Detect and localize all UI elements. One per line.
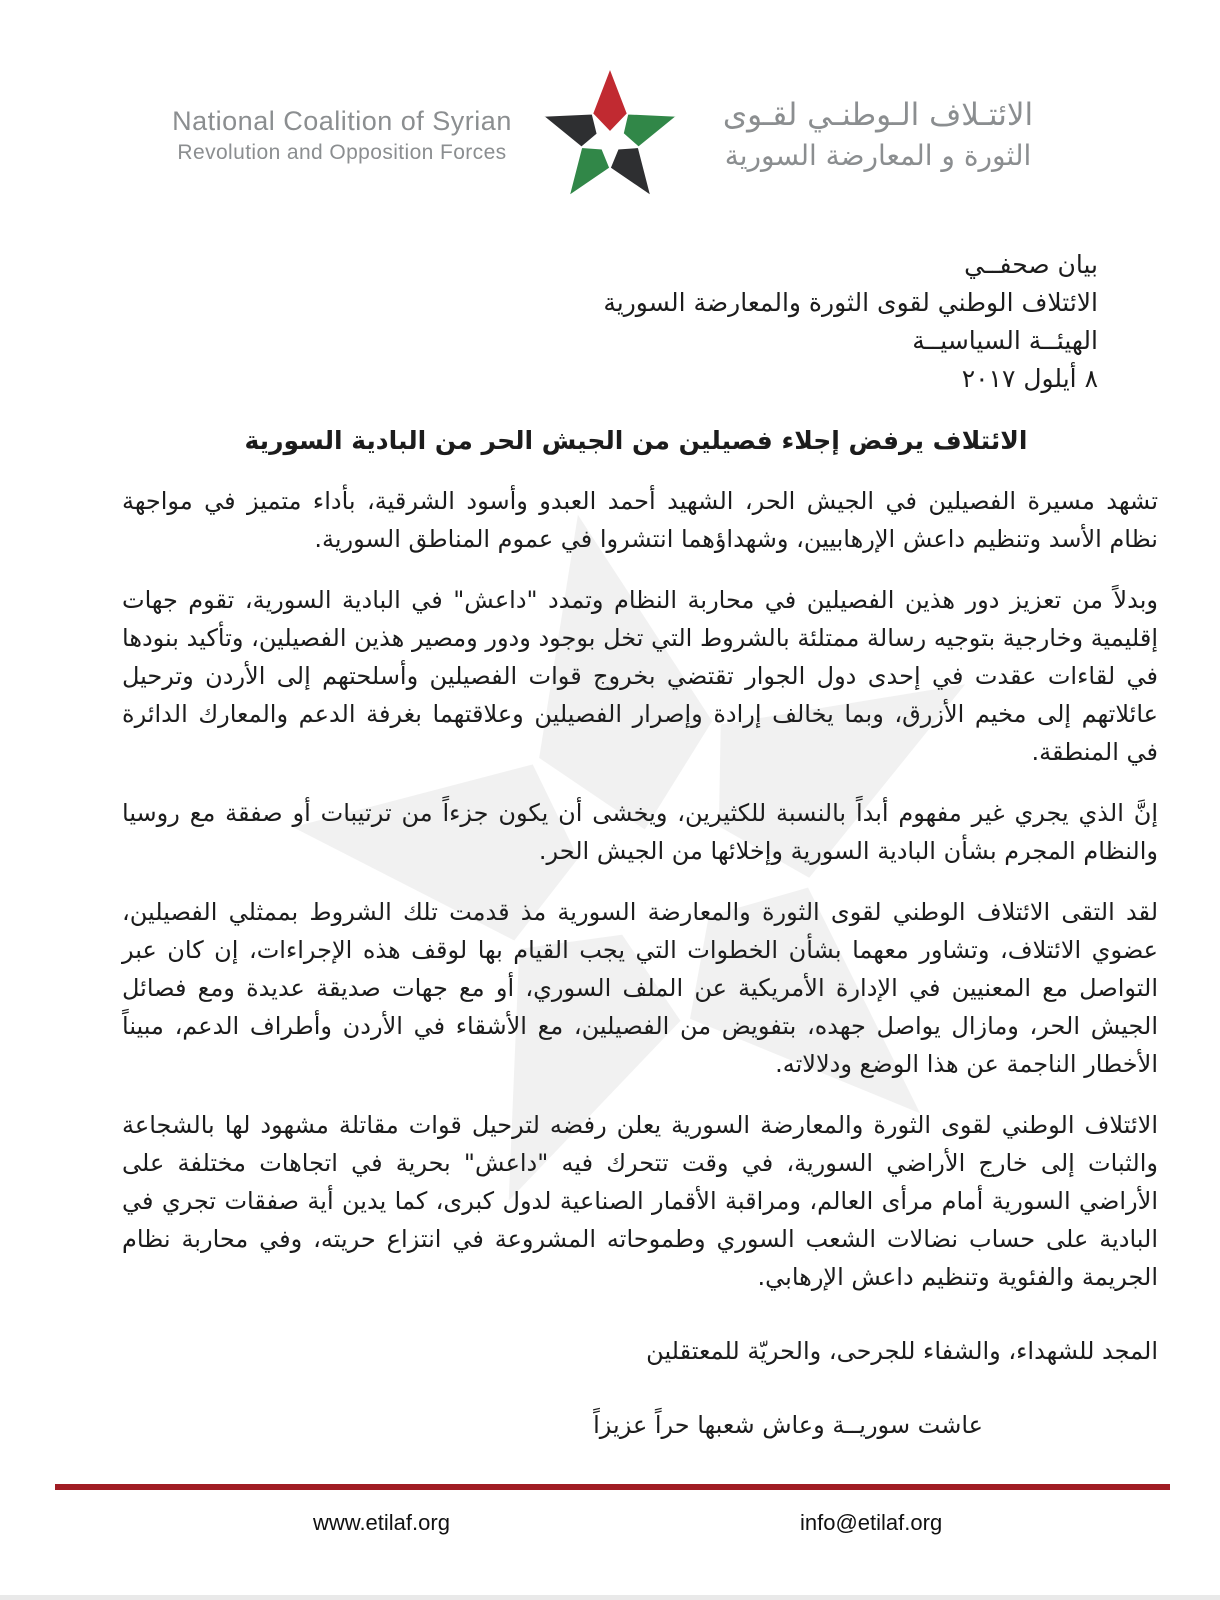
date-line: ٨ أيلول ٢٠١٧: [961, 364, 1098, 393]
paragraph-2: وبدلاً من تعزيز دور هذين الفصيلين في محاربة النظام وتمدد "داعش" في البادية السورية، تقوم جهات إقليمية وخارجية بتوجيه رسالة ممتلئة بالشروط التي تخل بوجود ودور ومصير هذين الفصيلين، وتأكيد بنودها في لقاءات عقدت في إحدى دول الجوار تقتضي بخروج قوات الفصيلين وأسلحتهم إلى الأردن وترحيل عائلاتهم إلى مخيم الأزرق، وبما يخالف إرادة وإصرار الفصيلين وعلاقتهما بغرفة الدعم والمعارك الدائرة في المنطقة.: [122, 586, 1158, 766]
closing-line-glory: المجد للشهداء، والشفاء للجرحى، والحريّة للمعتقلين: [646, 1337, 1158, 1365]
logo-english-line2: Revolution and Opposition Forces: [177, 140, 507, 164]
issuing-body-line: الهيئــة السياسيــة: [912, 326, 1098, 355]
paragraph-3: إنَّ الذي يجري غير مفهوم أبداً بالنسبة للكثيرين، ويخشى أن يكون جزءاً من ترتيبات أو صفقة مع روسيا والنظام المجرم بشأن البادية السورية وإخلائها من الجيش الحر.: [122, 799, 1158, 865]
letterhead: [0, 50, 1220, 220]
logo-arabic-text: [698, 95, 1058, 175]
footer-email: info@etilaf.org: [800, 1510, 943, 1535]
logo-english-text: [162, 104, 522, 166]
organization-line: الائتلاف الوطني لقوى الثورة والمعارضة السورية: [603, 288, 1098, 317]
doc-type-line: بيان صحفــي: [964, 250, 1098, 279]
paragraph-1: تشهد مسيرة الفصيلين في الجيش الحر، الشهيد أحمد العبدو وأسود الشرقية، بأداء متميز في مواجهة نظام الأسد وتنظيم داعش الإرهابيين، وشهداؤهما انتشروا في عموم المناطق السورية.: [122, 487, 1158, 553]
coalition-star-logo-icon: [540, 59, 680, 211]
footer-website: www.etilaf.org: [313, 1510, 450, 1535]
closing-line-syria: عاشت سوريــة وعاش شعبها حراً عزيزاً: [593, 1411, 983, 1439]
logo-english-line1: National Coalition of Syrian: [172, 105, 512, 136]
press-release-meta: [300, 246, 1098, 398]
footer-divider-rule: [55, 1484, 1170, 1490]
logo-arabic-line2: الثورة و المعارضة السورية: [724, 139, 1032, 173]
document-body: [122, 482, 1158, 1467]
scan-edge-artifact: [0, 1595, 1220, 1600]
document-title: الائتلاف يرفض إجلاء فصيلين من الجيش الحر من البادية السورية: [244, 426, 1028, 455]
star-logo-graphic: [540, 59, 680, 211]
logo-arabic-line1: الائتـلاف الـوطنـي لقـوى: [722, 97, 1034, 134]
paragraph-5: الائتلاف الوطني لقوى الثورة والمعارضة السورية يعلن رفضه لترحيل قوات مقاتلة مشهود لها بالشجاعة والثبات إلى خارج الأراضي السورية، في وقت تتحرك فيه "داعش" بحرية في اتجاهات مختلفة على الأراضي السورية أمام مرأى العالم، ومراقبة الأقمار الصناعية لدول كبرى، كما يدين أية صفقات تجري في البادية على حساب نضالات الشعب السوري وطموحاته المشروعة في انتزاع حريته، وفي محاربة نظام الجريمة والفئوية وتنظيم داعش الإرهابي.: [122, 1111, 1158, 1291]
footer: [0, 1510, 1220, 1544]
paragraph-4: لقد التقى الائتلاف الوطني لقوى الثورة والمعارضة السورية مذ قدمت تلك الشروط بممثلي الفصيلين، عضوي الائتلاف، وتشاور معهما بشأن الخطوات التي يجب القيام بها لوقف هذه الإجراءات، إن كان عبر التواصل مع المعنيين في الإدارة الأمريكية عن الملف السوري، أو مع جهات صديقة عديدة ومع فصائل الجيش الحر، ومازال يواصل جهده، بتفويض من الفصيلين، مع الأشقاء في الأردن وأطراف الدعم، مبيناً الأخطار الناجمة عن هذا الوضع ودلالاته.: [122, 898, 1158, 1078]
